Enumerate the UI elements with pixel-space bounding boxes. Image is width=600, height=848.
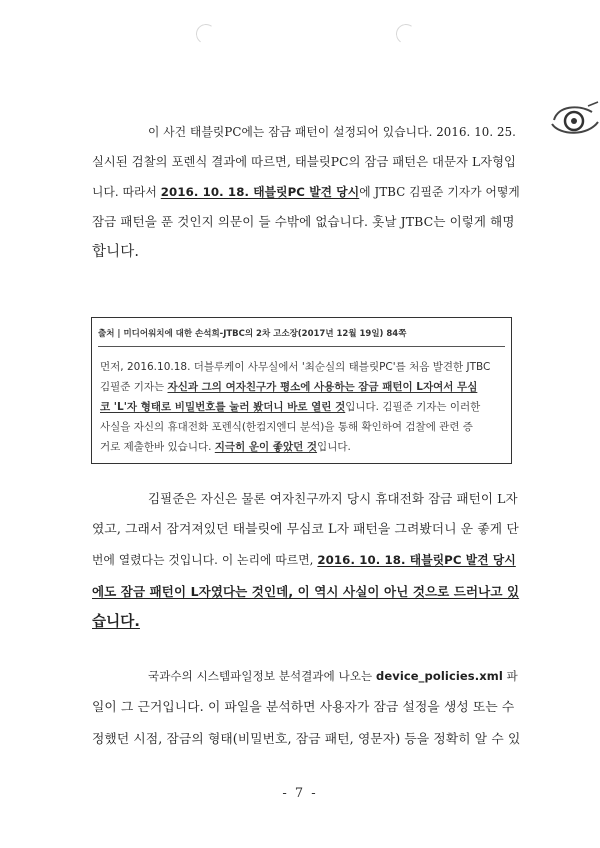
emphasized-text: 2016. 10. 18. 태블릿PC 발견 당시 [317, 553, 516, 567]
text-run: 거로 제출한바 있습니다. [100, 441, 215, 453]
quote-line [100, 437, 503, 457]
text-line: 정했던 시점, 잠금의 형태(비밀번호, 잠금 패턴, 영문자) 등을 정확히 알 수 있 [92, 732, 521, 747]
text-line: 잠금 패턴을 푼 것인지 의문이 들 수밖에 없습니다. 홋날 JTBC는 이렇게 해명 [92, 214, 515, 229]
text-line [92, 545, 522, 576]
text-line: 이 사건 태블릿PC에는 잠금 패턴이 설정되어 있습니다. 2016. 10. 25. [148, 125, 517, 139]
text-run: 국과수의 시스템파일정보 분석결과에 나오는 [148, 669, 376, 683]
punch-hole-mark [394, 22, 417, 45]
text-line: 실시된 검찰의 포렌식 결과에 따르면, 태블릿PC의 잠금 패턴은 대문자 L자형입 [92, 155, 516, 169]
text-run: 입니다. [317, 441, 351, 453]
paragraph-3 [92, 660, 522, 756]
emphasized-text: 습니다. [92, 614, 140, 630]
quote-line: 먼저, 2016.10.18. 더블루케이 사무실에서 '최순실의 태블릿PC'를 처음 발견한 JTBC [100, 361, 491, 373]
text-run: 입니다. 김필준 기자는 이러한 [345, 401, 481, 413]
paragraph-2 [92, 483, 522, 638]
text-run: 니다. 따라서 [92, 185, 161, 199]
text-run: 번에 열렸다는 것입니다. 이 논리에 따르면, [92, 553, 318, 567]
text-line: 일이 그 근거입니다. 이 파일을 분석하면 사용자가 잠금 설정을 생성 또는 수 [92, 700, 515, 715]
punch-hole-mark [194, 22, 217, 45]
quote-box [91, 317, 512, 464]
quote-line [100, 397, 503, 417]
file-name: device_policies.xml [376, 669, 503, 683]
quote-line: 사실을 자신의 휴대전화 포렌식(한컴지엔디 분석)을 통해 확인하여 검찰에 관련 증 [100, 421, 473, 433]
text-line: 김필준은 자신은 물론 여자친구까지 당시 휴대전화 잠금 패턴이 L자 [148, 491, 518, 506]
emphasized-text: 코 'L'자 형태로 비밀번호를 눌러 봤더니 바로 열린 것 [100, 401, 346, 413]
quote-source: 출처 | 미디어워치에 대한 손석희-JTBC의 2차 고소장(2017년 12월 19일) 84쪽 [98, 329, 407, 339]
quote-body [100, 357, 503, 457]
emphasized-text: 에도 잠금 패턴이 L자였다는 것인데, 이 역시 사실이 아닌 것으로 드러나고 있 [92, 584, 520, 599]
quote-line [100, 377, 503, 397]
text-line: 였고, 그래서 잠겨져있던 태블릿에 무심코 L자 패턴을 그려봤더니 운 좋게 단 [92, 522, 519, 537]
text-line: 합니다. [92, 244, 140, 260]
emphasized-text: 2016. 10. 18. 태블릿PC 발견 당시 [160, 185, 360, 199]
emphasized-text: 자신과 그의 여자친구가 평소에 사용하는 잠금 패턴이 L자여서 무심 [167, 381, 478, 393]
text-run: 김필준 기자는 [100, 381, 168, 393]
text-run: 에 JTBC 김필준 기자가 어떻게 [359, 185, 520, 199]
page-number: - 7 - [282, 786, 318, 801]
text-line [92, 660, 522, 692]
emphasized-text: 지극히 운이 좋았던 것 [214, 441, 318, 453]
divider [98, 346, 505, 347]
text-line [92, 177, 522, 207]
paragraph-1 [92, 117, 522, 267]
text-run: 파 [502, 669, 518, 683]
seal-stamp-icon [548, 98, 600, 138]
